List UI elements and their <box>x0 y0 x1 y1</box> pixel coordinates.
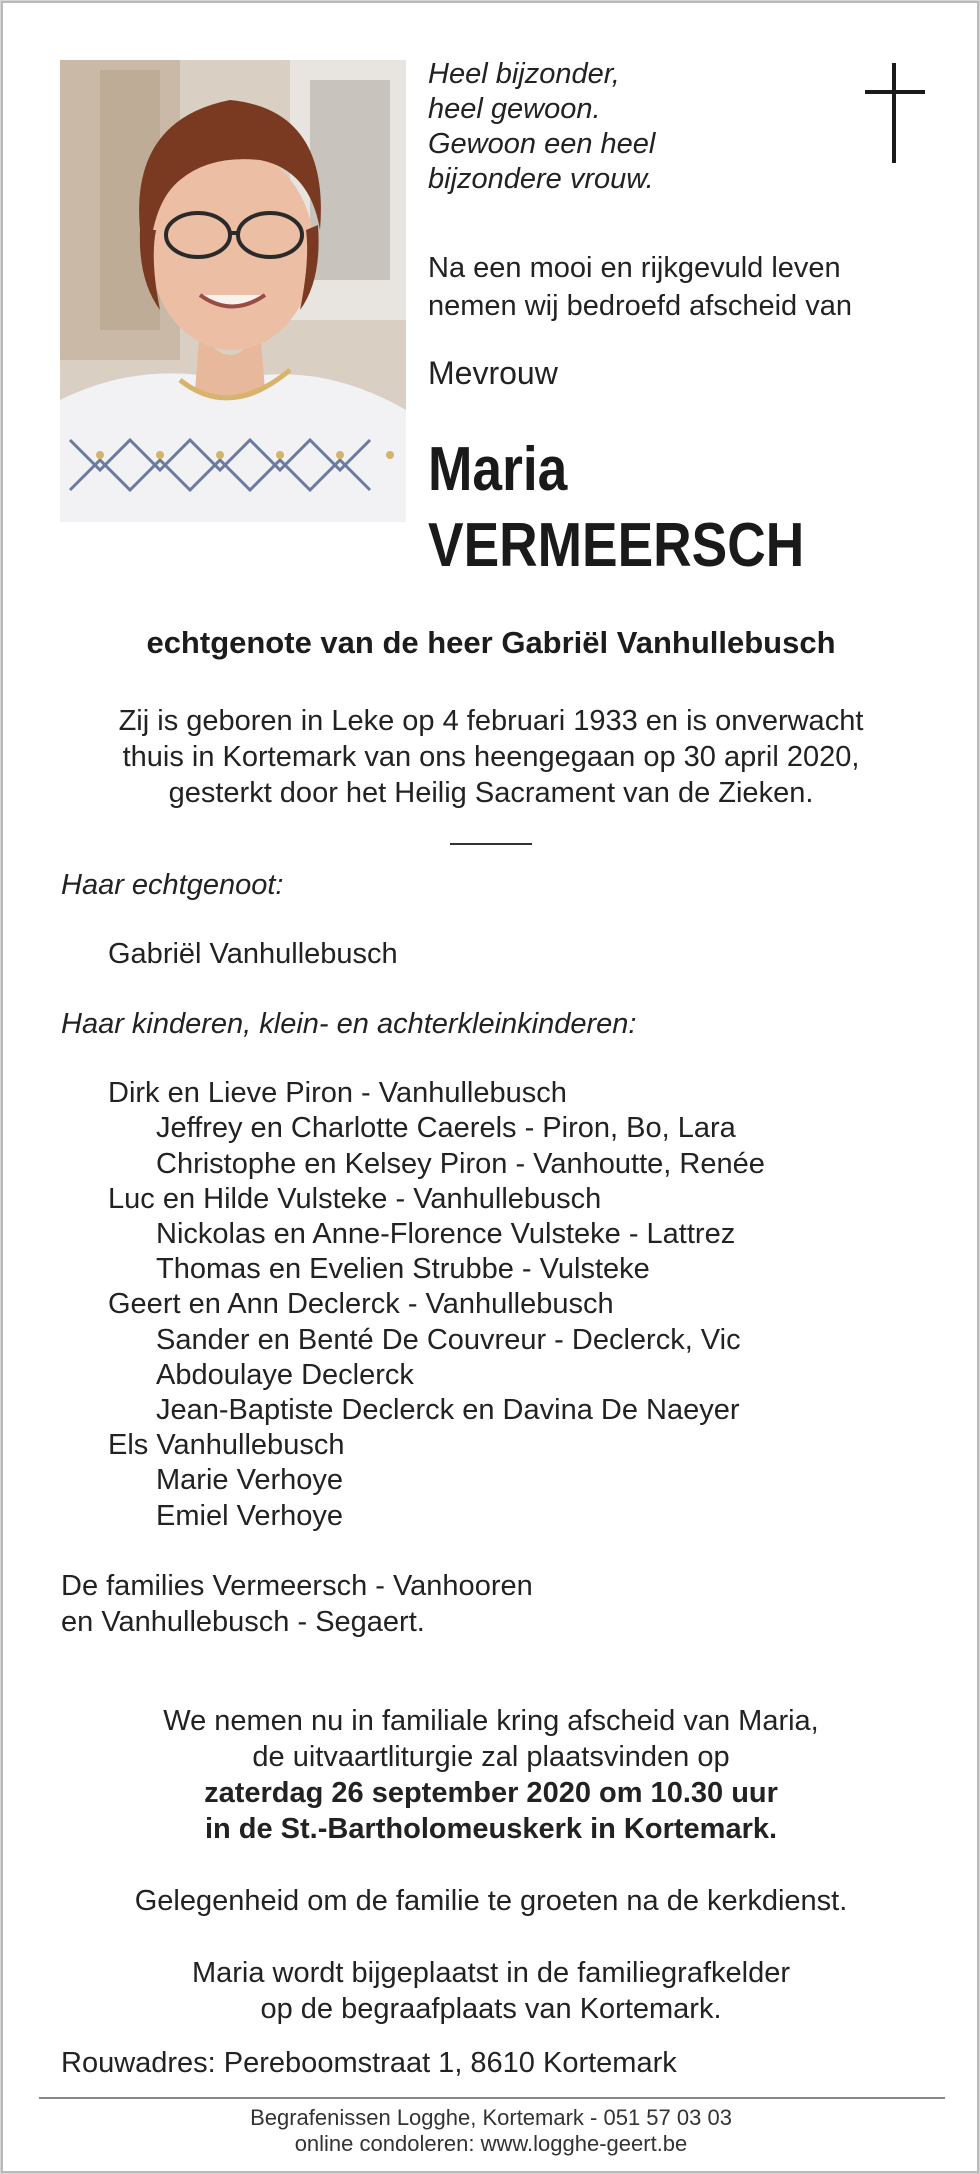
spacer <box>3 1847 979 1883</box>
poem-line: bijzondere vrouw. <box>428 163 654 195</box>
child-family: Dirk en Lieve Piron - Vanhullebusch <box>108 1077 567 1110</box>
cross-icon <box>865 63 925 163</box>
poem-line: heel gewoon. <box>428 93 601 125</box>
portrait-photo <box>60 60 406 522</box>
intro-text <box>428 249 852 325</box>
children-heading: Haar kinderen, klein- en achterkleinkinderen: <box>61 1008 637 1041</box>
spacer <box>61 1042 941 1076</box>
extended-family: en Vanhullebusch - Segaert. <box>61 1605 425 1638</box>
grandchild: Emiel Verhoye <box>156 1499 343 1532</box>
grandchild: Marie Verhoye <box>156 1464 343 1497</box>
deceased-first-name: Maria <box>428 435 568 504</box>
child-family: Luc en Hilde Vulsteke - Vanhullebusch <box>108 1182 602 1215</box>
birth-line: gesterkt door het Heilig Sacrament van de Zieken. <box>168 777 814 809</box>
spouse-heading: Haar echtgenoot: <box>61 869 284 901</box>
birth-line: thuis in Kortemark van ons heengegaan op 30 april 2020, <box>122 741 860 773</box>
spacer <box>61 1534 941 1568</box>
spouse-name: Gabriël Vanhullebusch <box>108 938 398 970</box>
grandchild: Nickolas en Anne-Florence Vulsteke - Lattrez <box>156 1218 736 1251</box>
footer <box>3 2105 979 2157</box>
intro-line: Na een mooi en rijkgevuld leven <box>428 252 841 284</box>
greeting-note: Gelegenheid om de familie te groeten na de kerkdienst. <box>134 1885 848 1917</box>
poem <box>428 57 655 197</box>
funeral-service <box>3 1703 979 2027</box>
grandchild: Abdoulaye Declerck <box>156 1358 414 1391</box>
footer-divider <box>39 2097 945 2099</box>
service-location: in de St.-Bartholomeuskerk in Kortemark. <box>204 1813 778 1845</box>
poem-line: Gewoon een heel <box>428 128 656 160</box>
deceased-last-name: VERMEERSCH <box>428 511 805 580</box>
burial-line: op de begraafplaats van Kortemark. <box>260 1993 722 2025</box>
spacer <box>3 1919 979 1955</box>
obituary-card <box>1 1 979 2173</box>
intro-line: nemen wij bedroefd afscheid van <box>428 290 852 322</box>
spacer <box>61 903 941 937</box>
farewell-line: We nemen nu in familiale kring afscheid van Maria, <box>163 1705 819 1737</box>
grandchild: Christophe en Kelsey Piron - Vanhoutte, Renée <box>156 1147 765 1180</box>
grandchild: Jeffrey en Charlotte Caerels - Piron, Bo, Lara <box>156 1112 736 1145</box>
honorific: Mevrouw <box>428 355 558 391</box>
funeral-home: Begrafenissen Logghe, Kortemark - 051 57 03 03 <box>250 2105 732 2130</box>
birth-line: Zij is geboren in Leke op 4 februari 1933 en is onverwacht <box>118 705 864 737</box>
service-date-time: zaterdag 26 september 2020 om 10.30 uur <box>204 1777 778 1809</box>
mourning-address: Rouwadres: Pereboomstraat 1, 8610 Kortemark <box>61 2047 677 2079</box>
burial-line: Maria wordt bijgeplaatst in de familiegrafkelder <box>191 1957 790 1989</box>
spacer <box>61 972 941 1006</box>
family-list <box>61 867 941 1640</box>
spouse-line: echtgenote van de heer Gabriël Vanhullebusch <box>146 625 836 660</box>
birth-death-info <box>3 703 979 811</box>
farewell-line: de uitvaartliturgie zal plaatsvinden op <box>252 1741 730 1773</box>
poem-line: Heel bijzonder, <box>428 58 620 90</box>
extended-family: De families Vermeersch - Vanhooren <box>61 1569 533 1602</box>
portrait-illustration <box>60 60 406 522</box>
divider <box>450 843 532 845</box>
grandchild: Thomas en Evelien Strubbe - Vulsteke <box>156 1253 650 1286</box>
grandchild: Jean-Baptiste Declerck en Davina De Naeyer <box>156 1394 740 1427</box>
child-family: Els Vanhullebusch <box>108 1429 345 1462</box>
grandchild: Sander en Benté De Couvreur - Declerck, Vic <box>156 1323 741 1356</box>
condolence-link[interactable]: online condoleren: www.logghe-geert.be <box>294 2131 688 2156</box>
child-family: Geert en Ann Declerck - Vanhullebusch <box>108 1288 614 1321</box>
